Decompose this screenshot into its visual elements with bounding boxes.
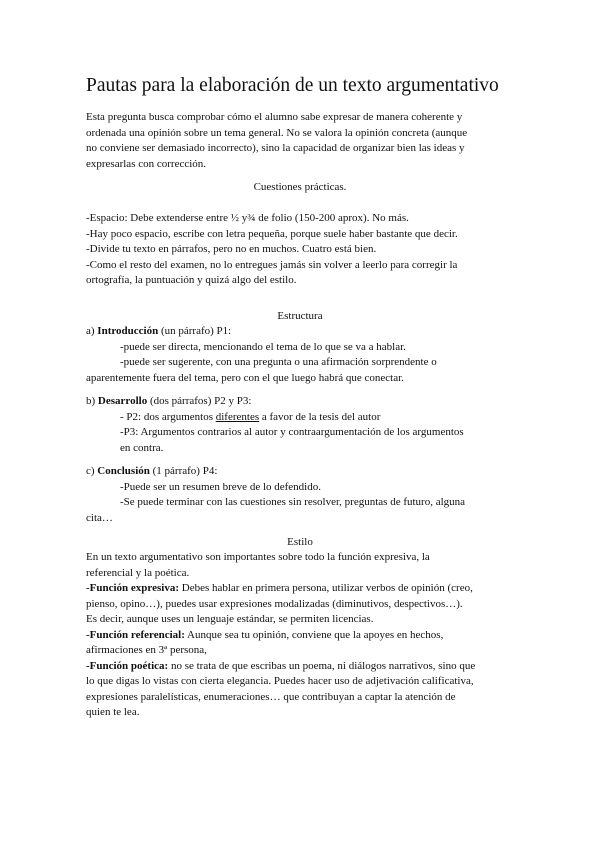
desarrollo-line — [86, 410, 518, 426]
introduccion-detail: (un párrafo) P1: — [158, 325, 232, 337]
conclusion-line: cita… — [86, 511, 113, 524]
introduccion-label: Introducción — [97, 325, 159, 337]
estructura-heading: Estructura — [277, 310, 323, 322]
funcion-expresiva — [86, 581, 518, 597]
conclusion-label: Conclusión — [97, 465, 150, 477]
estructura-desarrollo — [86, 394, 518, 456]
introduccion-line: aparentemente fuera del tema, pero con el que luego habrá que conectar. — [86, 371, 404, 384]
funcion-poetica — [86, 659, 518, 675]
conclusion-title — [86, 464, 518, 480]
section-prefix: a) — [86, 325, 98, 337]
estilo-line: expresiones paralelísticas, enumeraciones… que contribuyan a captar la atención de — [86, 690, 456, 703]
estilo-line: quien te lea. — [86, 706, 140, 718]
desarrollo-title — [86, 394, 518, 410]
desarrollo-line-part: - P2: dos argumentos — [120, 410, 216, 423]
funcion-referencial — [86, 628, 518, 644]
intro-line: no conviene ser demasiado incorrecto), sino la capacidad de organizar bien las ideas y — [86, 142, 465, 154]
intro-line: ordenada una opinión sobre un tema general. No se valora la opinión concreta (aunque — [86, 126, 468, 139]
desarrollo-detail: (dos párrafos) P2 y P3: — [147, 395, 252, 407]
desarrollo-label: Desarrollo — [97, 395, 148, 407]
estilo-line: Es decir, aunque uses un lenguaje estándar, se permiten licencias. — [86, 613, 374, 625]
estilo-line: pienso, opino…), puedes usar expresiones modalizadas (diminutivos, despectivos…). — [86, 597, 463, 610]
section-prefix: c) — [86, 465, 98, 477]
estructura-conclusion — [86, 464, 518, 526]
cuestiones-line: ortografía, la puntuación y quizá algo del estilo. — [86, 274, 297, 286]
document-title: Pautas para la elaboración de un texto argumentativo — [86, 75, 499, 96]
conclusion-line: -Se puede terminar con las cuestiones sin resolver, preguntas de futuro, alguna — [120, 496, 466, 508]
estilo-line: En un texto argumentativo son importantes sobre todo la función expresiva, la — [86, 551, 430, 563]
estilo-body — [86, 550, 518, 721]
funcion-referencial-label: -Función referencial: — [86, 628, 185, 641]
desarrollo-line: -P3: Argumentos contrarios al autor y contraargumentación de los argumentos — [120, 426, 464, 438]
intro-paragraph — [86, 110, 518, 172]
estilo-line-part: no se trata de que escribas un poema, ni diálogos narrativos, sino que — [168, 659, 476, 672]
estilo-heading: Estilo — [287, 536, 313, 548]
underlined-word: diferentes — [215, 410, 260, 423]
conclusion-line: -Puede ser un resumen breve de lo defendido. — [120, 480, 321, 493]
estilo-line-part: Debes hablar en primera persona, utilizar verbos de opinión (creo, — [179, 582, 473, 594]
cuestiones-line: -Divide tu texto en párrafos, pero no en muchos. Cuatro está bien. — [86, 243, 377, 255]
estilo-line: referencial y la poética. — [86, 566, 190, 579]
introduccion-title — [86, 324, 518, 340]
estructura-introduccion — [86, 324, 518, 386]
estilo-line: lo que digas lo vistas con cierta elegancia. Puedes hacer uso de adjetivación calificativa, — [86, 675, 474, 687]
cuestiones-list — [86, 211, 518, 289]
estilo-line: afirmaciones en 3ª persona, — [86, 644, 207, 656]
introduccion-line: -puede ser directa, mencionando el tema de lo que se va a hablar. — [120, 340, 406, 353]
cuestiones-line: -Espacio: Debe extenderse entre ½ y¾ de folio (150-200 aprox). No más. — [86, 212, 409, 224]
funcion-poetica-label: -Función poética: — [86, 659, 169, 672]
intro-line: Esta pregunta busca comprobar cómo el alumno sabe expresar de manera coherente y — [86, 111, 463, 123]
estilo-line-part: Aunque sea tu opinión, conviene que la apoyes en hechos, — [184, 628, 444, 641]
desarrollo-line-part: a favor de la tesis del autor — [259, 410, 381, 423]
section-prefix: b) — [86, 395, 98, 407]
funcion-expresiva-label: -Función expresiva: — [86, 582, 179, 594]
cuestiones-line: -Hay poco espacio, escribe con letra pequeña, porque suele haber bastante que decir. — [86, 227, 458, 240]
conclusion-detail: (1 párrafo) P4: — [149, 465, 218, 477]
cuestiones-heading: Cuestiones prácticas. — [253, 181, 347, 193]
cuestiones-line: -Como el resto del examen, no lo entregues jamás sin volver a leerlo para corregir la — [86, 258, 458, 271]
intro-line: expresarlas con corrección. — [86, 157, 207, 170]
desarrollo-line: en contra. — [120, 441, 164, 454]
introduccion-line: -puede ser sugerente, con una pregunta o una afirmación sorprendente o — [120, 356, 437, 368]
